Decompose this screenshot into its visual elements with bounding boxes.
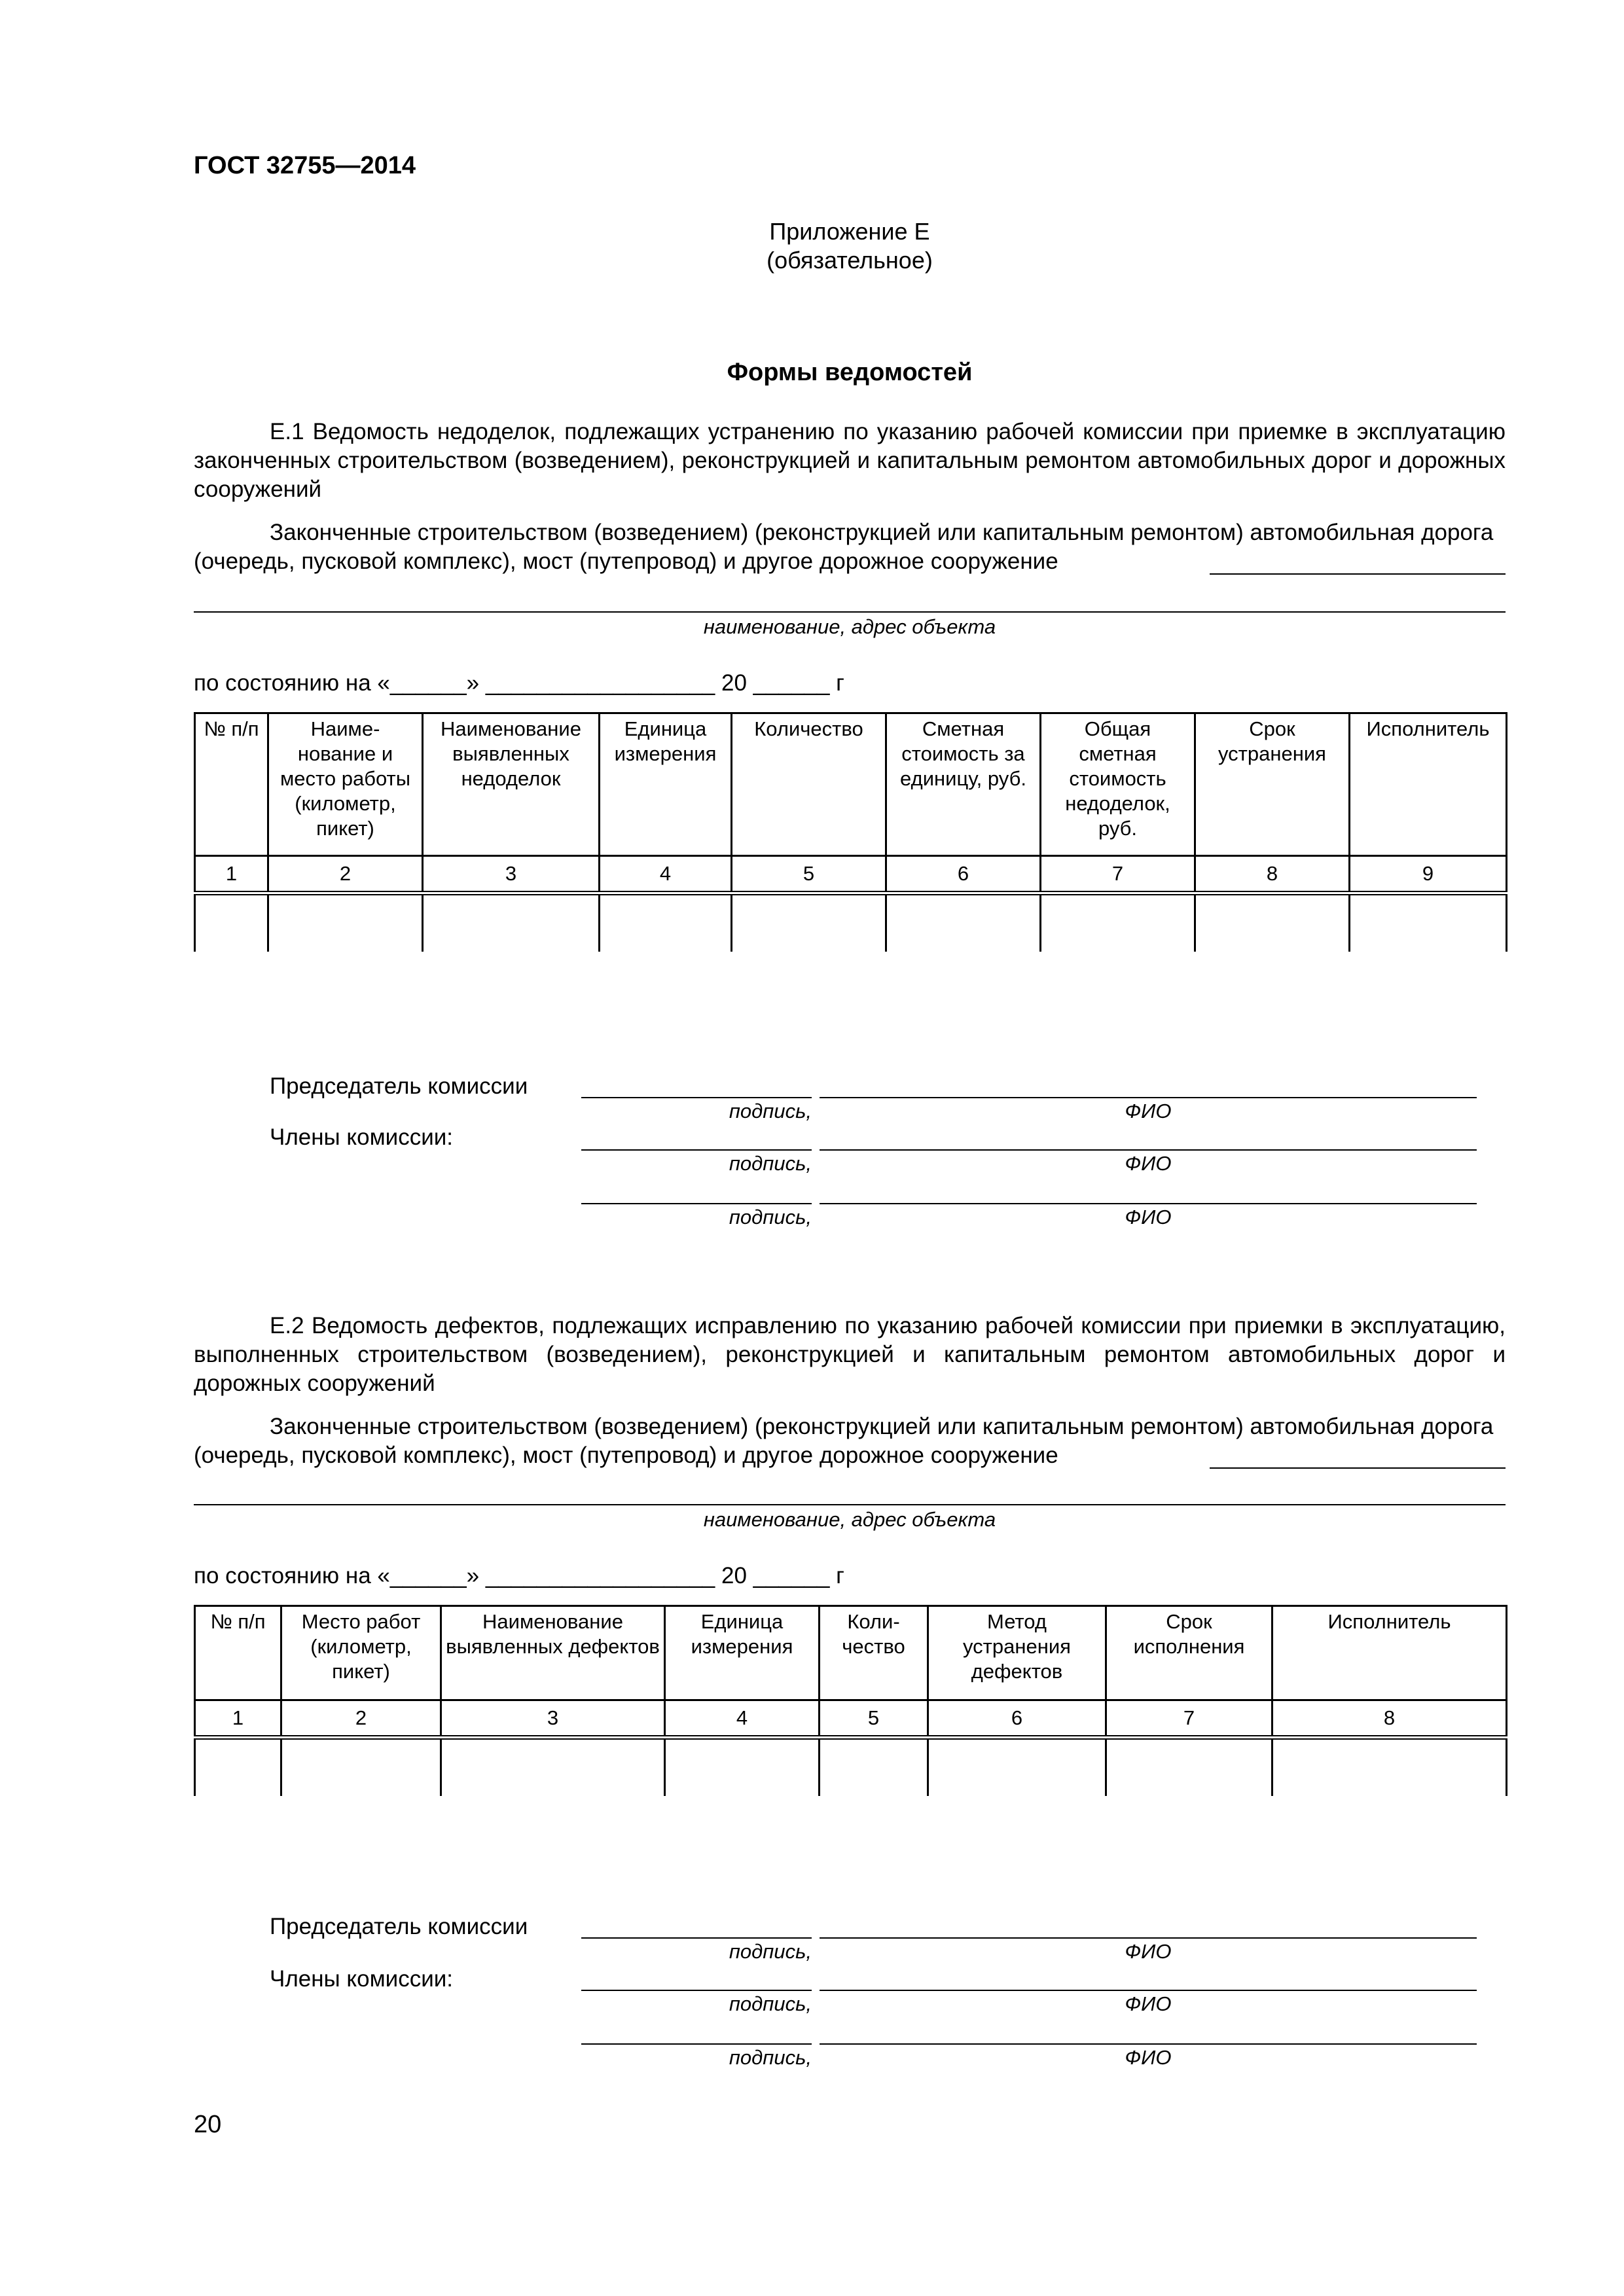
column-header: № п/п bbox=[195, 1606, 281, 1700]
column-number: 2 bbox=[281, 1700, 441, 1738]
e1-member2-name-line bbox=[820, 1203, 1477, 1204]
column-number: 9 bbox=[1350, 856, 1507, 893]
column-number: 4 bbox=[665, 1700, 820, 1738]
e2-sign-caption-1: подпись, bbox=[729, 1940, 812, 1963]
e1-member2-sign-line bbox=[581, 1203, 812, 1204]
column-number: 2 bbox=[268, 856, 423, 893]
e2-members-label: Члены комиссии: bbox=[270, 1966, 454, 1992]
column-header: Единица измерения bbox=[600, 713, 732, 856]
column-header: Метод устранения дефектов bbox=[928, 1606, 1106, 1700]
e2-sign-caption-2: подпись, bbox=[729, 1992, 812, 2015]
e1-object-blank-2 bbox=[194, 611, 1506, 613]
e1-object-blank-1 bbox=[1210, 573, 1506, 575]
column-number: 8 bbox=[1272, 1700, 1507, 1738]
e2-member1-name-line bbox=[820, 1990, 1477, 1991]
e2-object-blank-1 bbox=[1210, 1467, 1506, 1469]
e1-chairman-sign-line bbox=[581, 1097, 812, 1098]
e2-name-caption-1: ФИО bbox=[1125, 1940, 1172, 1963]
e1-name-caption-1: ФИО bbox=[1125, 1100, 1172, 1122]
document-standard-header: ГОСТ 32755—2014 bbox=[194, 152, 416, 179]
column-header: № п/п bbox=[195, 713, 268, 856]
e2-object-blank-2 bbox=[194, 1504, 1506, 1505]
e1-object-line: Законченные строительством (возведением) (реконструкцией или капитальным ремонтом) автомобильная дорога (очередь, пусковой комплекс), мост (путепровод) и другое дорожное сооружение bbox=[194, 520, 1494, 574]
e1-intro: Е.1 Ведомость недоделок, подлежащих устранению по указанию рабочей комиссии при приемке в эксплуатацию законченных строительством (возведением), реконструкцией и капитальным ремонтом автомобильных дорог и дорожных сооружений bbox=[194, 419, 1506, 502]
e2-member2-sign-line bbox=[581, 2043, 812, 2045]
column-header: Общая сметная стоимость недоделок, руб. bbox=[1041, 713, 1195, 856]
e1-sign-caption-1: подпись, bbox=[729, 1100, 812, 1122]
column-number: 7 bbox=[1106, 1700, 1272, 1738]
column-header: Коли-чество bbox=[820, 1606, 928, 1700]
page-number: 20 bbox=[194, 2111, 222, 2138]
section-title: Формы ведомостей bbox=[727, 359, 973, 386]
e1-name-caption-2: ФИО bbox=[1125, 1152, 1172, 1175]
column-header: Место работ (километр, пикет) bbox=[281, 1606, 441, 1700]
column-header: Исполнитель bbox=[1272, 1606, 1507, 1700]
column-header: Наименование выявленных недоделок bbox=[423, 713, 600, 856]
e2-intro: Е.2 Ведомость дефектов, подлежащих исправлению по указанию рабочей комиссии при приемки в эксплуатацию, выполненных строительством (возведением), реконструкцией и капитальным ремонтом автомобильных дорог и дорожных сооружений bbox=[194, 1313, 1506, 1396]
empty-data-row bbox=[195, 893, 1507, 952]
e1-member1-name-line bbox=[820, 1149, 1477, 1151]
column-number: 1 bbox=[195, 1700, 281, 1738]
table-header-row bbox=[195, 1606, 1507, 1700]
column-number: 7 bbox=[1041, 856, 1195, 893]
column-header: Наиме-нование и место работы (километр, пикет) bbox=[268, 713, 423, 856]
e1-name-caption-3: ФИО bbox=[1125, 1206, 1172, 1229]
e1-chairman-label: Председатель комиссии bbox=[270, 1073, 528, 1099]
e2-name-caption-3: ФИО bbox=[1125, 2046, 1172, 2069]
column-header: Сметная стоимость за единицу, руб. bbox=[886, 713, 1041, 856]
appendix-title: Приложение Е bbox=[769, 218, 930, 245]
column-number: 5 bbox=[820, 1700, 928, 1738]
e1-member1-sign-line bbox=[581, 1149, 812, 1151]
e1-date-line: по состоянию на «______» __________________ 20 ______ г bbox=[194, 670, 844, 696]
empty-data-row bbox=[195, 1738, 1507, 1797]
e2-chairman-sign-line bbox=[581, 1937, 812, 1939]
e2-defects-table bbox=[194, 1605, 1507, 1796]
e2-member2-name-line bbox=[820, 2043, 1477, 2045]
column-number: 3 bbox=[441, 1700, 665, 1738]
e1-defects-table bbox=[194, 712, 1507, 952]
e1-sign-caption-3: подпись, bbox=[729, 1206, 812, 1229]
column-header: Наименование выявленных дефектов bbox=[441, 1606, 665, 1700]
column-number-row bbox=[195, 856, 1507, 893]
column-number: 6 bbox=[928, 1700, 1106, 1738]
column-header: Единица измерения bbox=[665, 1606, 820, 1700]
e1-chairman-name-line bbox=[820, 1097, 1477, 1098]
e2-chairman-label: Председатель комиссии bbox=[270, 1914, 528, 1939]
e2-member1-sign-line bbox=[581, 1990, 812, 1991]
column-number: 8 bbox=[1195, 856, 1350, 893]
column-number: 1 bbox=[195, 856, 268, 893]
table-header-row bbox=[195, 713, 1507, 856]
e1-members-label: Члены комиссии: bbox=[270, 1124, 454, 1150]
column-header: Срок устранения bbox=[1195, 713, 1350, 856]
column-header: Количество bbox=[732, 713, 886, 856]
column-number: 6 bbox=[886, 856, 1041, 893]
e2-chairman-name-line bbox=[820, 1937, 1477, 1939]
column-header: Срок исполнения bbox=[1106, 1606, 1272, 1700]
column-number: 3 bbox=[423, 856, 600, 893]
e2-date-line: по состоянию на «______» __________________ 20 ______ г bbox=[194, 1563, 844, 1588]
e2-object-caption: наименование, адрес объекта bbox=[703, 1508, 996, 1531]
e2-object-line: Законченные строительством (возведением) (реконструкцией или капитальным ремонтом) автомобильная дорога (очередь, пусковой комплекс), мост (путепровод) и другое дорожное сооружение bbox=[194, 1414, 1494, 1468]
e1-object-caption: наименование, адрес объекта bbox=[703, 615, 996, 638]
column-number: 4 bbox=[600, 856, 732, 893]
column-header: Исполнитель bbox=[1350, 713, 1507, 856]
e2-name-caption-2: ФИО bbox=[1125, 1992, 1172, 2015]
column-number-row bbox=[195, 1700, 1507, 1738]
e1-sign-caption-2: подпись, bbox=[729, 1152, 812, 1175]
column-number: 5 bbox=[732, 856, 886, 893]
appendix-status: (обязательное) bbox=[767, 247, 933, 274]
e2-sign-caption-3: подпись, bbox=[729, 2046, 812, 2069]
